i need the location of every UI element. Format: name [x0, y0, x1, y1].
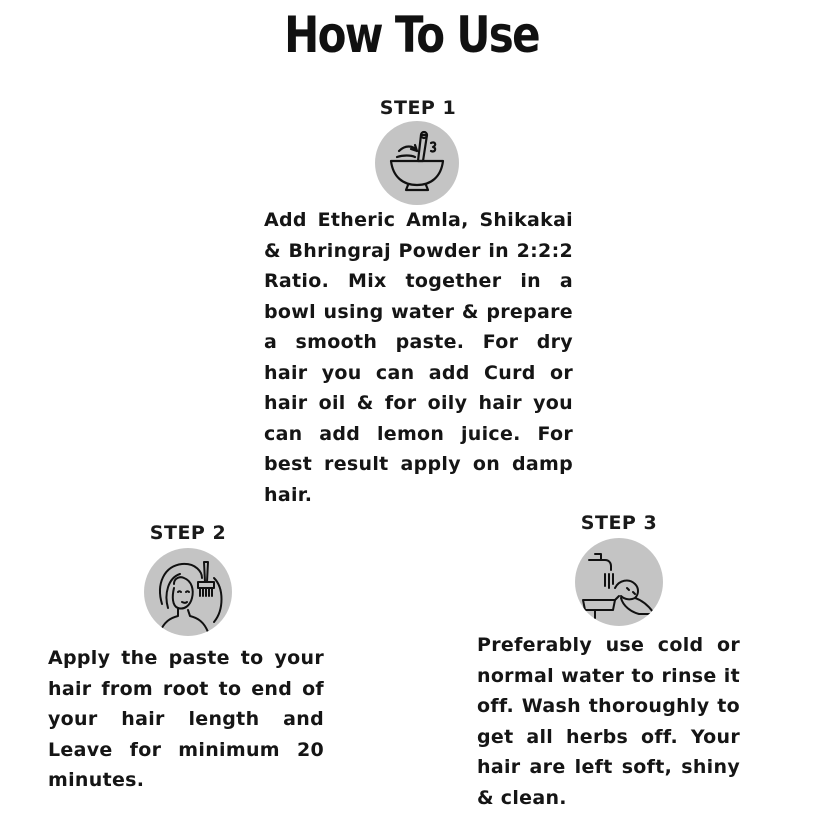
hair-wash-shower-icon: [575, 538, 663, 626]
step-2-label: STEP 2: [149, 522, 227, 544]
step-1-text: Add Etheric Amla, Shikakai & Bhringraj Powder in 2:2:2 Ratio. Mix together in a bowl using water & prepare a smooth paste. For dry hair you can add Curd or hair oil & for oily hair you can add lemon juice. For best result apply on damp hair.: [264, 209, 573, 506]
mortar-bowl-icon: [375, 121, 459, 205]
step-1-label: STEP 1: [379, 97, 457, 119]
step-2-text: Apply the paste to your hair from root to end of your hair length and Leave for minimum 20 minutes.: [48, 647, 324, 791]
step-3-text: Preferably use cold or normal water to rinse it off. Wash thoroughly to get all herbs off. Your hair are left soft, shiny & clean.: [477, 634, 740, 809]
step-3-label: STEP 3: [580, 512, 658, 534]
hair-brush-application-icon: [144, 548, 232, 636]
page-title: How To Use: [284, 6, 539, 64]
